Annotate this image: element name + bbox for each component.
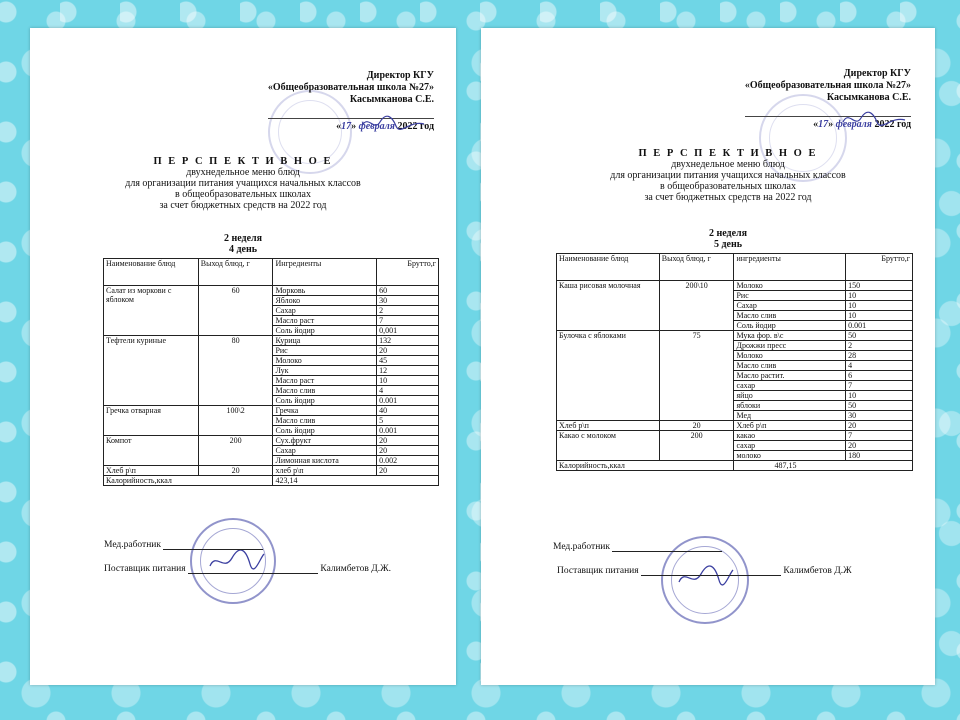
- ingredient-name: Масло слив: [273, 416, 377, 426]
- table-row: [104, 436, 439, 446]
- director-signature-icon: [839, 108, 909, 130]
- menu-table: [556, 253, 913, 471]
- med-label: Мед.работник: [104, 540, 161, 550]
- week-label: 2 неделя 5 день: [521, 228, 935, 250]
- approval-date: «17» февраля 2022 год: [268, 118, 434, 133]
- ingredient-name: молоко: [734, 451, 846, 461]
- ingredient-name: Морковь: [273, 286, 377, 296]
- dish-name: Хлеб р\п: [104, 466, 199, 476]
- title-line-1: двухнедельное меню блюд: [671, 159, 785, 170]
- med-label: Мед.работник: [553, 542, 610, 552]
- approver-line-3: Касымканова С.Е.: [349, 94, 434, 105]
- ingredient-gross: 5: [377, 416, 439, 426]
- ingredient-name: Курица: [273, 336, 377, 346]
- ingredient-gross: 0.002: [377, 456, 439, 466]
- supplier-label: Поставщик питания: [104, 564, 186, 574]
- ingredient-gross: 20: [846, 441, 913, 451]
- supplier-label: Поставщик питания: [557, 566, 639, 576]
- ingredient-name: Масло слив: [273, 386, 377, 396]
- table-row: [557, 281, 913, 291]
- ingredient-name: Масло растит.: [734, 371, 846, 381]
- week-label: 2 неделя 4 день: [30, 233, 456, 255]
- ingredient-gross: 50: [846, 331, 913, 341]
- ingredient-gross: 180: [846, 451, 913, 461]
- approver-line-2: «Общеобразовательная школа №27»: [744, 80, 911, 91]
- ingredient-name: Мука фор. в\с: [734, 331, 846, 341]
- menu-table-body: [557, 281, 913, 461]
- table-row: [557, 331, 913, 341]
- table-row: [104, 286, 439, 296]
- dish-yield: 200: [659, 431, 734, 461]
- dish-yield: 80: [198, 336, 273, 406]
- ingredient-gross: 40: [377, 406, 439, 416]
- ingredient-gross: 132: [377, 336, 439, 346]
- ingredient-name: Сахар: [734, 301, 846, 311]
- ingredient-gross: 7: [846, 431, 913, 441]
- dish-name: Компот: [104, 436, 199, 466]
- ingredient-gross: 50: [846, 401, 913, 411]
- table-row: [557, 421, 913, 431]
- table-row: [557, 431, 913, 441]
- title-line-1: двухнедельное меню блюд: [186, 167, 300, 178]
- ingredient-gross: 10: [846, 291, 913, 301]
- col-header-yield: Выход блюд, г: [659, 254, 734, 281]
- approver-line-1: Директор КГУ: [843, 68, 911, 79]
- ingredient-name: Сахар: [273, 446, 377, 456]
- document-title: [30, 156, 456, 211]
- director-signature-icon: [358, 112, 428, 134]
- dish-name: Гречка отварная: [104, 406, 199, 436]
- ingredient-name: сахар: [734, 381, 846, 391]
- ingredient-name: Масло раст: [273, 376, 377, 386]
- calories-label: Калорийность,ккал: [104, 476, 273, 486]
- col-header-dish: Наименование блюд: [557, 254, 660, 281]
- ingredient-name: Рис: [734, 291, 846, 301]
- ingredient-gross: 0.001: [377, 396, 439, 406]
- menu-page-day-5: [481, 28, 935, 685]
- date-month: февраля: [358, 121, 395, 132]
- ingredient-gross: 10: [846, 301, 913, 311]
- date-year: 2022 год: [397, 121, 434, 132]
- day-label: 4 день: [228, 244, 258, 255]
- title-line-4: за счет бюджетных средств на 2022 год: [644, 192, 812, 203]
- date-day: 17: [818, 119, 829, 130]
- ingredient-gross: 20: [377, 346, 439, 356]
- date-month: февраля: [835, 119, 872, 130]
- ingredient-gross: 30: [846, 411, 913, 421]
- dish-name: Хлеб р\п: [557, 421, 660, 431]
- title-line-3: в общеобразовательных школах: [660, 181, 796, 192]
- ingredient-gross: 20: [846, 421, 913, 431]
- ingredient-name: Молоко: [734, 351, 846, 361]
- table-row: [104, 466, 439, 476]
- dish-yield: 200: [198, 436, 273, 466]
- ingredient-name: Яблоко: [273, 296, 377, 306]
- dish-name: Салат из моркови с яблоком: [104, 286, 199, 336]
- ingredient-name: Дрожжи пресс: [734, 341, 846, 351]
- ingredient-name: Мед: [734, 411, 846, 421]
- ingredient-gross: 0,001: [377, 326, 439, 336]
- ingredient-name: Молоко: [734, 281, 846, 291]
- ingredient-gross: 6: [846, 371, 913, 381]
- ingredient-name: Масло слив: [734, 361, 846, 371]
- ingredient-name: Сух.фрукт: [273, 436, 377, 446]
- med-signature-line: [104, 540, 263, 550]
- dish-yield: 60: [198, 286, 273, 336]
- title-line-3: в общеобразовательных школах: [175, 189, 311, 200]
- supplier-signature-line: [104, 564, 391, 574]
- ingredient-name: Лук: [273, 366, 377, 376]
- ingredient-name: Лимонная кислота: [273, 456, 377, 466]
- ingredient-gross: 20: [377, 466, 439, 476]
- ingredient-name: какао: [734, 431, 846, 441]
- ingredient-name: Соль йодир: [734, 321, 846, 331]
- ingredient-name: сахар: [734, 441, 846, 451]
- ingredient-name: хлеб р\п: [273, 466, 377, 476]
- title-line-2: для организации питания учащихся начальных классов: [125, 178, 361, 189]
- approver-line-2: «Общеобразовательная школа №27»: [267, 82, 434, 93]
- ingredient-gross: 10: [846, 311, 913, 321]
- date-day: 17: [341, 121, 352, 132]
- ingredient-gross: 0.001: [846, 321, 913, 331]
- table-row: [104, 406, 439, 416]
- ingredient-name: Масло слив: [734, 311, 846, 321]
- ingredient-gross: 10: [846, 391, 913, 401]
- dish-yield: 200\10: [659, 281, 734, 331]
- calories-value: 423,14: [273, 476, 439, 486]
- dish-name: Тефтели куриные: [104, 336, 199, 406]
- ingredient-gross: 60: [377, 286, 439, 296]
- ingredient-name: Масло раст: [273, 316, 377, 326]
- ingredient-name: Соль йодир: [273, 396, 377, 406]
- ingredient-name: Гречка: [273, 406, 377, 416]
- col-header-dish: Наименование блюд: [104, 259, 199, 286]
- ingredient-gross: 7: [377, 316, 439, 326]
- ingredient-gross: 10: [377, 376, 439, 386]
- col-header-ingredient: Ингредиенты: [273, 259, 377, 286]
- ingredient-gross: 28: [846, 351, 913, 361]
- supplier-name: Калимбетов Д.Ж.: [320, 564, 392, 574]
- ingredient-name: Хлеб р\п: [734, 421, 846, 431]
- approver-line-1: Директор КГУ: [366, 70, 434, 81]
- date-year: 2022 год: [874, 119, 911, 130]
- ingredient-gross: 45: [377, 356, 439, 366]
- dish-yield: 20: [198, 466, 273, 476]
- supplier-name: Калимбетов Д.Ж: [783, 566, 852, 576]
- approval-date: «17» февраля 2022 год: [745, 116, 911, 131]
- col-header-gross: Брутто,г: [377, 259, 439, 286]
- supplier-signature-line: [557, 566, 852, 576]
- ingredient-gross: 30: [377, 296, 439, 306]
- ingredient-gross: 20: [377, 446, 439, 456]
- ingredient-gross: 150: [846, 281, 913, 291]
- dish-yield: 20: [659, 421, 734, 431]
- ingredient-gross: 12: [377, 366, 439, 376]
- title-heading: П Е Р С П Е К Т И В Н О Е: [153, 156, 333, 167]
- ingredient-name: Сахар: [273, 306, 377, 316]
- ingredient-name: Соль йодир: [273, 326, 377, 336]
- approver-line-3: Касымканова С.Е.: [826, 92, 911, 103]
- dish-yield: 100\2: [198, 406, 273, 436]
- ingredient-gross: 7: [846, 381, 913, 391]
- ingredient-name: Молоко: [273, 356, 377, 366]
- ingredient-gross: 20: [377, 436, 439, 446]
- menu-table: [103, 258, 439, 486]
- ingredient-gross: 2: [377, 306, 439, 316]
- col-header-gross: Брутто,г: [846, 254, 913, 281]
- title-line-4: за счет бюджетных средств на 2022 год: [159, 200, 327, 211]
- calories-label: Калорийность,ккал: [557, 461, 734, 471]
- dish-name: Какао с молоком: [557, 431, 660, 461]
- dish-yield: 75: [659, 331, 734, 421]
- calories-value: 487,15: [734, 461, 913, 471]
- ingredient-gross: 0.001: [377, 426, 439, 436]
- ingredient-gross: 4: [377, 386, 439, 396]
- ingredient-name: яйцо: [734, 391, 846, 401]
- title-heading: П Е Р С П Е К Т И В Н О Е: [638, 148, 818, 159]
- table-row: [104, 336, 439, 346]
- ingredient-name: Соль йодир: [273, 426, 377, 436]
- title-line-2: для организации питания учащихся начальных классов: [610, 170, 846, 181]
- col-header-ingredient: ингредиенты: [734, 254, 846, 281]
- ingredient-gross: 4: [846, 361, 913, 371]
- ingredient-name: Рис: [273, 346, 377, 356]
- dish-name: Булочка с яблоками: [557, 331, 660, 421]
- ingredient-name: яблоки: [734, 401, 846, 411]
- col-header-yield: Выход блюд, г: [198, 259, 273, 286]
- menu-table-body: [104, 286, 439, 476]
- ingredient-gross: 2: [846, 341, 913, 351]
- dish-name: Каша рисовая молочная: [557, 281, 660, 331]
- day-label: 5 день: [713, 239, 743, 250]
- document-title: [521, 148, 935, 203]
- med-signature-line: [553, 542, 722, 552]
- menu-page-day-4: [30, 28, 456, 685]
